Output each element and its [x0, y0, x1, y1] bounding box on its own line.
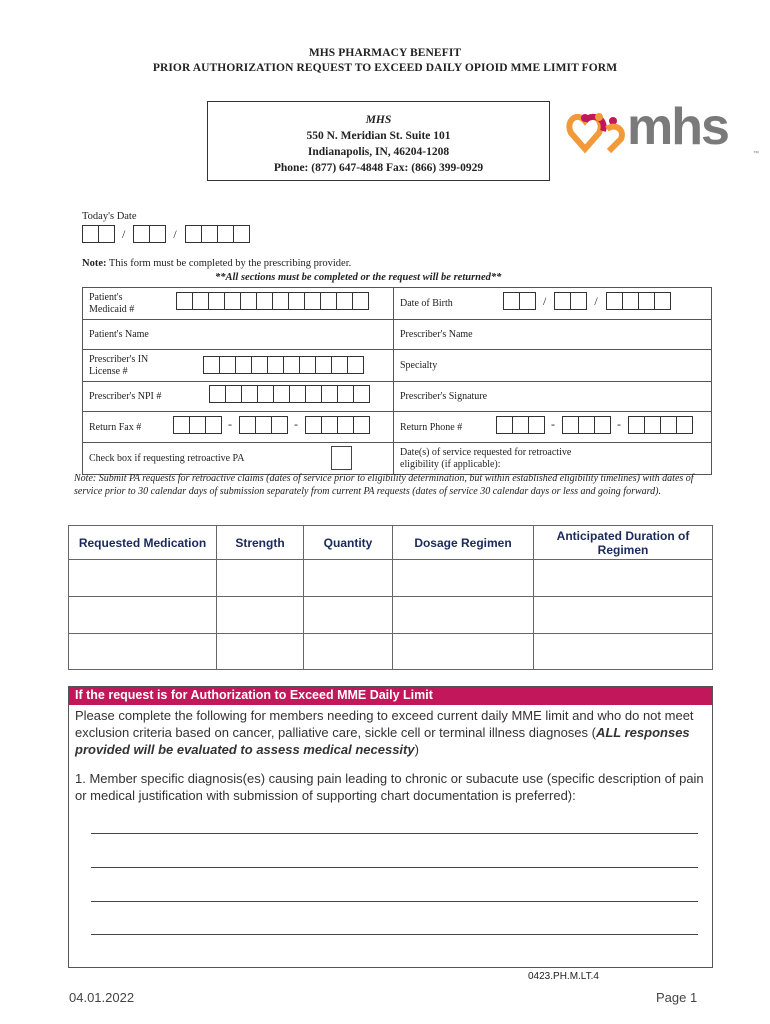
col-requested-medication: Requested Medication: [69, 526, 217, 560]
retro-pa-label: Check box if requesting retroactive PA: [89, 453, 245, 464]
street-address: 550 N. Meridian St. Suite 101: [306, 130, 451, 142]
table-row: [69, 560, 713, 597]
revision-date: 04.01.2022: [69, 990, 135, 1005]
retro-pa-checkbox[interactable]: [331, 446, 352, 470]
prescriber-name-label: Prescriber's Name: [400, 329, 473, 340]
patient-medicaid-label: Patient's Medicaid #: [89, 291, 135, 315]
mme-section-title: If the request is for Authorization to Exceed MME Daily Limit: [69, 687, 712, 705]
answer-line-4[interactable]: [91, 934, 698, 935]
org-name: MHS: [365, 114, 392, 126]
date-slash: /: [173, 226, 177, 241]
answer-line-2[interactable]: [91, 867, 698, 868]
col-strength: Strength: [217, 526, 304, 560]
evaluation-notice: ALL responses provided will be evaluated to assess medical necessity: [75, 725, 690, 757]
note-label: Note:: [82, 258, 107, 269]
date-year-boxes[interactable]: [185, 225, 249, 243]
medication-table: [68, 525, 713, 670]
medication-table-header: [69, 526, 713, 560]
logo-text: mhs: [627, 98, 728, 156]
answer-line-1[interactable]: [91, 833, 698, 834]
patient-name-label: Patient's Name: [89, 329, 149, 340]
prescriber-npi-input[interactable]: [209, 385, 369, 403]
mme-section-intro: Please complete the following for members needing to exceed current daily MME limit and who do not meet exclusion criteria based on cancer, palliative care, sickle cell or terminal illness diagnoses (ALL responses provided will be evaluated to assess medical necessity): [75, 708, 694, 757]
form-heading-line1: MHS PHARMACY BENEFIT: [308, 47, 462, 59]
form-title: PRIOR AUTHORIZATION REQUEST TO EXCEED DAILY OPIOID MME LIMIT FORM: [152, 62, 618, 74]
date-day-boxes[interactable]: [133, 225, 165, 243]
todays-date-label: Today's Date: [82, 211, 137, 222]
col-quantity: Quantity: [304, 526, 393, 560]
city-address: Indianapolis, IN, 46204-1208: [307, 146, 450, 158]
prescriber-signature-cell[interactable]: [394, 382, 712, 412]
specialty-cell[interactable]: [394, 350, 712, 382]
todays-date-field[interactable]: [82, 225, 249, 243]
prescriber-license-input[interactable]: [203, 356, 363, 374]
note-text: This form must be completed by the prescribing provider.: [106, 258, 352, 269]
table-row: [69, 634, 713, 670]
address-box: [207, 101, 550, 181]
form-code: 0423.PH.M.LT.4: [528, 971, 599, 982]
date-slash: /: [122, 226, 126, 241]
specialty-label: Specialty: [400, 360, 438, 371]
prescriber-signature-label: Prescriber's Signature: [400, 391, 488, 402]
date-month-boxes[interactable]: [82, 225, 114, 243]
dob-field[interactable]: / /: [503, 292, 670, 310]
contact-numbers: Phone: (877) 647-4848 Fax: (866) 399-0929: [273, 162, 484, 174]
patient-medicaid-input[interactable]: [176, 292, 368, 310]
return-phone-label: Return Phone #: [400, 421, 463, 433]
col-dosage-regimen: Dosage Regimen: [393, 526, 534, 560]
prescriber-name-cell[interactable]: [394, 320, 712, 350]
return-phone-input[interactable]: - -: [496, 416, 692, 434]
mme-section: [68, 686, 713, 968]
prescriber-license-label: Prescriber's IN License #: [89, 353, 149, 377]
prescriber-npi-label: Prescriber's NPI #: [89, 391, 162, 402]
mhs-logo: [563, 98, 763, 163]
retroactive-note: Note: Submit PA requests for retroactive claims (dates of service prior to eligibility determination, but within established eligibility timelines) with dates of service prior to 30 calendar days of submission separately from current PA requests (dates of service 30 calendar days or less and going forward).: [74, 473, 694, 497]
required-warning: **All sections must be completed or the request will be returned**: [215, 272, 502, 283]
return-fax-input[interactable]: - -: [173, 416, 369, 434]
answer-line-3[interactable]: [91, 901, 698, 902]
dob-label: Date of Birth: [400, 298, 453, 309]
trademark: ™: [753, 151, 759, 157]
dates-of-service-label: Date(s) of service requested for retroactive eligibility (if applicable):: [400, 446, 572, 470]
return-fax-label: Return Fax #: [89, 421, 142, 433]
provider-note: [82, 258, 351, 269]
question-1: 1. Member specific diagnosis(es) causing pain leading to chronic or subacute use (specific description of pain or medical justification with submission of supporting chart documentation is preferred):: [75, 771, 704, 803]
page-number: Page 1: [656, 990, 698, 1005]
patient-name-cell[interactable]: [83, 320, 394, 350]
patient-prescriber-table: [82, 287, 712, 475]
table-row: [69, 597, 713, 634]
dates-of-service-cell[interactable]: [394, 443, 712, 475]
col-anticipated-duration: Anticipated Duration of Regimen: [534, 526, 713, 560]
